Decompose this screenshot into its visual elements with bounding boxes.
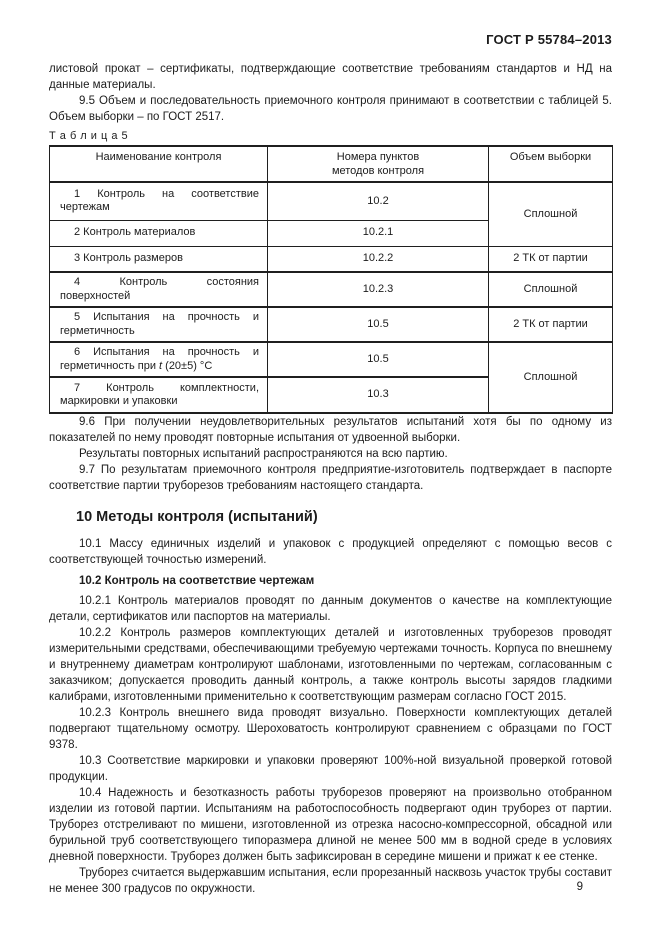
- acceptance-control-table: [49, 145, 613, 414]
- col-header-control-name: Наименование контроля: [50, 146, 268, 182]
- paragraph-10-2-2: 10.2.2 Контроль размеров комплектующих деталей и изготовленных труборезов проводят измерительными средствами, обеспечивающими требуемую чертежами точность. Корпуса по внешнему и внутреннему диаметрам контролируют шаблонами, изготовленными по чертежам, согласованным с заказчиком; допускается проводить данный контроль, а также контроль высоты зарядов гладкими калибрами, изготовленными применительно к соответствующим размерам согласно ГОСТ 2015.: [49, 627, 612, 703]
- paragraph-10-2-3: 10.2.3 Контроль внешнего вида проводят визуально. Поверхности комплектующих деталей подвергают тщательному осмотру. Шероховатость контролируют сравнением с образцами по ГОСТ 9378.: [49, 707, 612, 751]
- cell-method-clause: 10.3: [268, 377, 489, 413]
- cell-control-name: 7 Контроль комплектности, маркировки и упаковки: [50, 377, 268, 413]
- cell-method-clause: 10.2.3: [268, 272, 489, 307]
- cell-sample-size: Сплошной: [489, 272, 613, 307]
- cell-control-name: [50, 342, 268, 377]
- section-10-heading: 10 Методы контроля (испытаний): [76, 509, 318, 525]
- cell-control-name: 4 Контроль состояния поверхностей: [50, 272, 268, 307]
- paragraph-10-1: 10.1 Массу единичных изделий и упаковок с продукцией определяют с помощью весов с соответствующей точностью измерений.: [49, 538, 612, 566]
- col-header-method-line1: Номера пунктов: [336, 151, 420, 163]
- cell-sample-size: 2 ТК от партии: [489, 307, 613, 342]
- table-row: [50, 246, 613, 272]
- table-caption: Т а б л и ц а 5: [49, 130, 129, 142]
- cell-method-clause: 10.5: [268, 307, 489, 342]
- cell-method-clause: 10.2: [268, 182, 489, 220]
- cell-method-clause: 10.5: [268, 342, 489, 377]
- paragraph-10-4-acceptance: Труборез считается выдержавшим испытания, если прорезанный насквозь участок трубы составит не менее 300 градусов по окружности.: [49, 867, 612, 895]
- table-row: [50, 342, 613, 377]
- cell-text-part: (20±5) °С: [162, 359, 213, 372]
- paragraph-9-7: 9.7 По результатам приемочного контроля предприятие-изготовитель подтверждает в паспорте соответствие партии труборезов требованиям настоящего стандарта.: [49, 464, 612, 492]
- cell-method-clause: 10.2.1: [268, 220, 489, 246]
- col-header-method-clauses: [268, 146, 489, 182]
- table-row: [50, 272, 613, 307]
- cell-control-name: 3 Контроль размеров: [50, 246, 268, 272]
- paragraph-10-4: 10.4 Надежность и безотказность работы труборезов проверяют на произвольно отобранном изделии из готовой партии. Испытаниям на работоспособность подвергают один труборез от партии. Труборез отстреливают по мишени, изготовленной из отрезка насосно-компрессорной, обсадной или бурильной труб соответствующего типоразмера длиной не менее 500 мм в водной среде в условиях дневной поверхности. Труборез должен быть зафиксирован в середине мишени и прижат к ее стенке.: [49, 787, 612, 863]
- paragraph-10-3: 10.3 Соответствие маркировки и упаковки проверяют 100%-ной визуальной проверкой готовой продукции.: [49, 755, 612, 783]
- cell-sample-size: Сплошной: [489, 182, 613, 246]
- paragraph-9-6: 9.6 При получении неудовлетворительных результатов испытаний хотя бы по одному из показателей по нему проводят повторные испытания от удвоенной выборки.: [49, 416, 612, 444]
- col-header-sample-size: Объем выборки: [489, 146, 613, 182]
- table-header-row: [50, 146, 613, 182]
- cell-sample-size: Сплошной: [489, 342, 613, 413]
- doc-number-header: ГОСТ Р 55784–2013: [486, 32, 612, 47]
- subsection-10-2-heading: 10.2 Контроль на соответствие чертежам: [79, 575, 315, 587]
- cell-control-name: 5 Испытания на прочность и герметичность: [50, 307, 268, 342]
- cell-sample-size: 2 ТК от партии: [489, 246, 613, 272]
- cell-text-part: 6 Испытания на прочность и герметичность при: [60, 346, 259, 372]
- page-number: 9: [576, 881, 583, 893]
- col-header-method-line2: методов контроля: [331, 165, 425, 177]
- paragraph-materials-continuation: листовой прокат – сертификаты, подтверждающие соответствие требованиям стандартов и НД на данные материалы.: [49, 63, 612, 91]
- paragraph-9-6-results: Результаты повторных испытаний распространяются на всю партию.: [79, 448, 448, 460]
- table-row: [50, 182, 613, 220]
- paragraph-9-5: 9.5 Объем и последовательность приемочного контроля принимают в соответствии с таблицей 5. Объем выборки – по ГОСТ 2517.: [49, 95, 612, 123]
- cell-control-name: 1 Контроль на соответствие чертежам: [50, 182, 268, 220]
- paragraph-10-2-1: 10.2.1 Контроль материалов проводят по данным документов о качестве на комплектующие детали, сертификатов или паспортов на материалы.: [49, 595, 612, 623]
- cell-control-name: 2 Контроль материалов: [50, 220, 268, 246]
- cell-method-clause: 10.2.2: [268, 246, 489, 272]
- table-row: [50, 307, 613, 342]
- temperature-variable: t: [159, 359, 163, 372]
